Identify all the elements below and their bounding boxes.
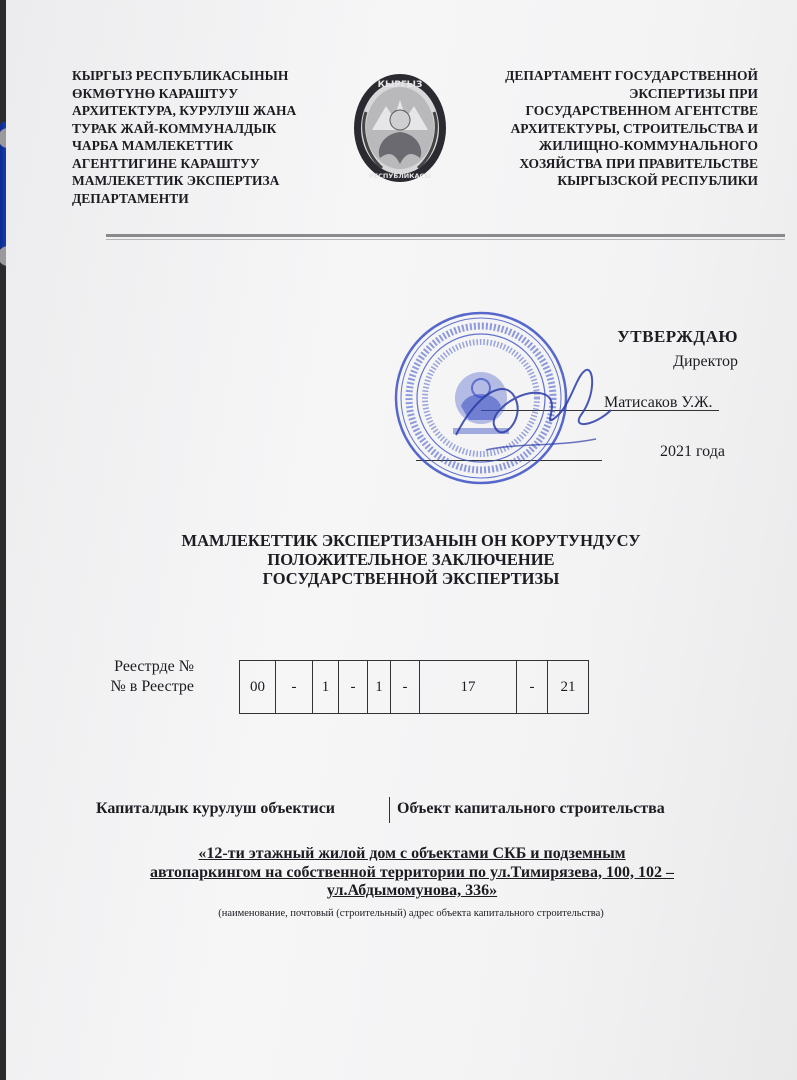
title-line-ru-2: ГОСУДАРСТВЕННОЙ ЭКСПЕРТИЗЫ <box>262 569 560 588</box>
header-left-line: ӨКМӨТҮНӨ КАРАШТУУ <box>72 85 239 101</box>
registry-cell: 1 <box>368 661 391 714</box>
header-right-line: ЖИЛИЩНО-КОММУНАЛЬНОГО <box>538 138 758 153</box>
state-emblem-icon <box>352 72 448 184</box>
document-title <box>116 531 706 588</box>
approval-year: 2021 года <box>660 443 725 460</box>
registry-cell: 1 <box>313 661 339 714</box>
approval-title: УТВЕРЖДАЮ <box>617 327 738 346</box>
header-right-line: ДЕПАРТАМЕНТ ГОСУДАРСТВЕННОЙ <box>505 68 758 83</box>
approval-block <box>617 327 738 371</box>
registry-cell: 17 <box>420 661 517 714</box>
registry-label-kyrgyz: Реестрде № <box>114 658 194 675</box>
label-separator <box>389 797 390 823</box>
registry-row <box>240 661 589 714</box>
registry-cell: 21 <box>548 661 589 714</box>
approval-position: Директор <box>673 353 738 370</box>
object-name-line: ул.Абдымомунова, 336» <box>326 882 498 899</box>
approver-name: Матисаков У.Ж. <box>604 394 713 411</box>
header-left-line: ТУРАК ЖАЙ-КОММУНАЛДЫК <box>72 120 277 136</box>
emblem-top-text: КЫРГЫЗ <box>377 80 423 90</box>
header-left-line: АГЕНТТИГИНЕ КАРАШТУУ <box>72 155 260 171</box>
object-label-kyrgyz: Капиталдык курулуш объектиси <box>96 800 336 817</box>
header-left-line: ЧАРБА МАМЛЕКЕТТИК <box>72 138 234 153</box>
object-label-russian: Объект капитального строительства <box>397 800 665 817</box>
title-line-kyrgyz: МАМЛЕКЕТТИК ЭКСПЕРТИЗАНЫН ОН КОРУТУНДУСУ <box>181 531 641 550</box>
header-left-kyrgyz <box>72 67 332 207</box>
registry-cell: - <box>517 661 548 714</box>
header-divider <box>106 234 785 237</box>
registry-cell: - <box>391 661 420 714</box>
object-name-caption: (наименование, почтовый (строительный) адрес объекта капитального строительства) <box>218 908 604 919</box>
header-right-russian <box>476 67 758 190</box>
header-right-line: ГОСУДАРСТВЕННОМ АГЕНТСТВЕ <box>525 103 758 118</box>
registry-cell: 00 <box>240 661 276 714</box>
object-name-line: «12-ти этажный жилой дом с объектами СКБ и подземным <box>198 845 626 862</box>
registry-cell: - <box>276 661 313 714</box>
header-left-line: КЫРГЫЗ РЕСПУБЛИКАСЫНЫН <box>72 68 289 83</box>
header-right-line: АРХИТЕКТУРЫ, СТРОИТЕЛЬСТВА И <box>510 120 758 136</box>
registry-label <box>84 657 194 697</box>
header-right-line: КЫРГЫЗСКОЙ РЕСПУБЛИКИ <box>557 173 758 188</box>
emblem-bottom-text: РЕСПУБЛИКАСЫ <box>368 172 432 180</box>
handwritten-signature <box>446 355 616 465</box>
title-line-ru-1: ПОЛОЖИТЕЛЬНОЕ ЗАКЛЮЧЕНИЕ <box>267 550 555 569</box>
header-left-line: МАМЛЕКЕТТИК ЭКСПЕРТИЗА <box>72 173 280 188</box>
header-left-line: АРХИТЕКТУРА, КУРУЛУШ ЖАНА <box>72 103 297 118</box>
registry-number-table <box>239 660 589 714</box>
header-divider-thin <box>106 239 785 240</box>
header-right-line: ЭКСПЕРТИЗЫ ПРИ <box>629 85 758 101</box>
registry-label-russian: № в Реестре <box>110 678 194 695</box>
object-name <box>102 845 722 901</box>
header-right-line: ХОЗЯЙСТВА ПРИ ПРАВИТЕЛЬСТВЕ <box>519 155 758 171</box>
object-name-line: автопаркингом на собственной территории по ул.Тимирязева, 100, 102 – <box>150 863 674 881</box>
document-page <box>6 0 797 1080</box>
registry-cell: - <box>339 661 368 714</box>
header-left-line: ДЕПАРТАМЕНТИ <box>72 190 189 206</box>
